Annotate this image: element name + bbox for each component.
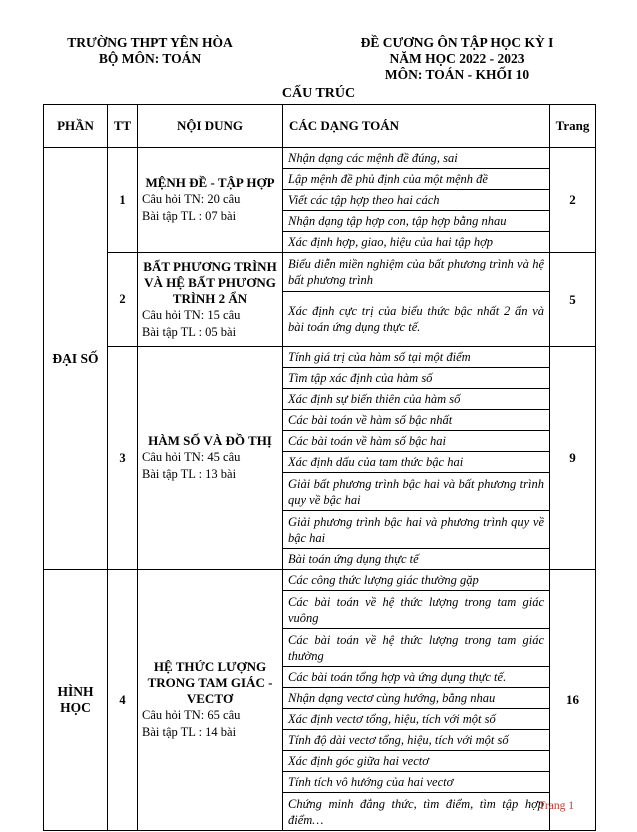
page-number-cell: 5 — [550, 253, 596, 347]
problem-type: Xác định vectơ tổng, hiệu, tích với một số — [283, 709, 550, 730]
problem-type: Các bài toán về hệ thức lượng trong tam giác vuông — [283, 591, 550, 629]
topic-number: 2 — [108, 253, 138, 347]
essay-count: Bài tập TL : 13 bài — [142, 467, 237, 481]
column-header: CÁC DẠNG TOÁN — [283, 105, 550, 148]
column-header: TT — [108, 105, 138, 148]
multiple-choice-count: Câu hỏi TN: 20 câu — [142, 192, 241, 206]
problem-type: Bài toán ứng dụng thực tế — [283, 549, 550, 570]
school-year: NĂM HỌC 2022 - 2023 — [389, 51, 525, 66]
topic-title: HỆ THỨC LƯỢNG TRONG TAM GIÁC - VECTƠ — [147, 659, 273, 706]
problem-type: Tính tích vô hướng của hai vectơ — [283, 772, 550, 793]
part-name: ĐẠI SỐ — [44, 148, 108, 570]
essay-count: Bài tập TL : 14 bài — [142, 725, 237, 739]
table-body — [44, 148, 596, 831]
header-right — [312, 35, 602, 83]
topic-title: HÀM SỐ VÀ ĐỒ THỊ — [148, 433, 272, 448]
essay-count: Bài tập TL : 05 bài — [142, 324, 237, 339]
problem-type: Xác định hợp, giao, hiệu của hai tập hợp — [283, 232, 550, 253]
table-row — [44, 347, 596, 368]
problem-type: Xác định sự biến thiên của hàm số — [283, 389, 550, 410]
department-name: BỘ MÔN: TOÁN — [98, 51, 202, 66]
structure-table — [43, 104, 596, 831]
problem-type: Các bài toán về hệ thức lượng trong tam giác thường — [283, 629, 550, 667]
school-name: TRƯỜNG THPT YÊN HÒA — [67, 35, 233, 50]
problem-type: Xác định góc giữa hai vectơ — [283, 751, 550, 772]
topic-content — [138, 347, 283, 570]
column-header: NỘI DUNG — [138, 105, 283, 148]
column-header: PHẦN — [44, 105, 108, 148]
problem-type: Các công thức lượng giác thường gặp — [283, 570, 550, 591]
topic-title: MỆNH ĐỀ - TẬP HỢP — [145, 175, 275, 190]
topic-title: BẤT PHƯƠNG TRÌNH VÀ HỆ BẤT PHƯƠNG TRÌNH 2 ẨN — [143, 258, 277, 306]
multiple-choice-count: Câu hỏi TN: 65 câu — [142, 708, 241, 722]
multiple-choice-count: Câu hỏi TN: 15 câu — [142, 307, 241, 322]
problem-type: Các bài toán về hàm số bậc hai — [283, 431, 550, 452]
topic-content — [138, 570, 283, 831]
problem-type: Xác định cực trị của biểu thức bậc nhất 2 ẩn và bài toán ứng dụng thực tế. — [283, 292, 550, 347]
problem-type: Viết các tập hợp theo hai cách — [283, 190, 550, 211]
table-header-row — [44, 105, 596, 148]
problem-type: Chứng minh đẳng thức, tìm điểm, tìm tập hợp điểm… — [283, 793, 550, 831]
topic-number: 3 — [108, 347, 138, 570]
problem-type: Các bài toán về hàm số bậc nhất — [283, 410, 550, 431]
subject-grade: MÔN: TOÁN - KHỐI 10 — [384, 67, 530, 82]
problem-type: Nhận dạng vectơ cùng hướng, bằng nhau — [283, 688, 550, 709]
problem-type: Tính độ dài vectơ tổng, hiệu, tích với một số — [283, 730, 550, 751]
page-number-cell: 2 — [550, 148, 596, 253]
part-name: HÌNH HỌC — [44, 570, 108, 831]
problem-type: Tìm tập xác định của hàm số — [283, 368, 550, 389]
page-number-cell: 9 — [550, 347, 596, 570]
problem-type: Tính giá trị của hàm số tại một điểm — [283, 347, 550, 368]
problem-type: Lập mệnh đề phủ định của một mệnh đề — [283, 169, 550, 190]
problem-type: Nhận dạng các mệnh đề đúng, sai — [283, 148, 550, 169]
topic-content — [138, 148, 283, 253]
multiple-choice-count: Câu hỏi TN: 45 câu — [142, 450, 241, 464]
essay-count: Bài tập TL : 07 bài — [142, 209, 237, 223]
topic-number: 4 — [108, 570, 138, 831]
structure-title: CẤU TRÚC — [281, 86, 356, 101]
header-left — [40, 35, 260, 67]
document-title: ĐỀ CƯƠNG ÔN TẬP HỌC KỲ I — [360, 35, 554, 50]
column-header: Trang — [550, 105, 596, 148]
table-row — [44, 570, 596, 591]
table-row — [44, 148, 596, 169]
page-number: Trang 1 — [538, 800, 574, 812]
table-row — [44, 253, 596, 292]
topic-number: 1 — [108, 148, 138, 253]
problem-type: Giải bất phương trình bậc hai và bất phương trình quy về bậc hai — [283, 473, 550, 511]
problem-type: Giải phương trình bậc hai và phương trình quy về bậc hai — [283, 511, 550, 549]
topic-content — [138, 253, 283, 347]
problem-type: Các bài toán tổng hợp và ứng dụng thực tế. — [283, 667, 550, 688]
problem-type: Nhận dạng tập hợp con, tập hợp bằng nhau — [283, 211, 550, 232]
problem-type: Biểu diễn miền nghiệm của bất phương trình và hệ bất phương trình — [283, 253, 550, 292]
page-number-cell: 16 — [550, 570, 596, 831]
problem-type: Xác định dấu của tam thức bậc hai — [283, 452, 550, 473]
